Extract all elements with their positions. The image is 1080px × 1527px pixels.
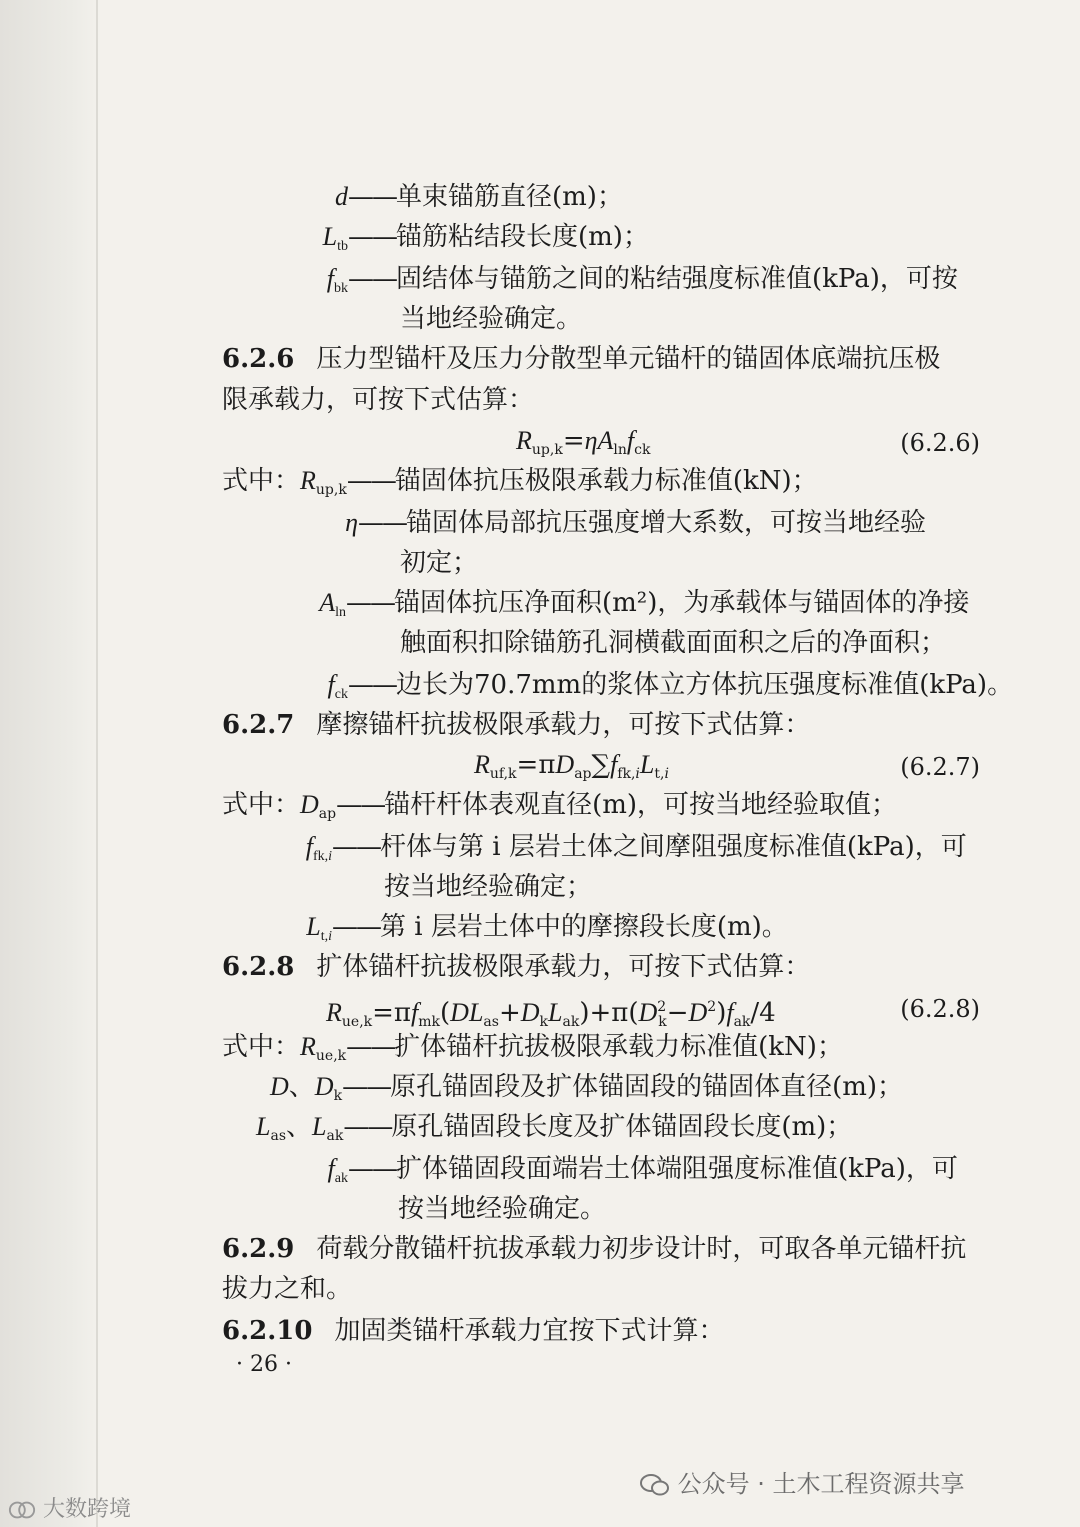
section-text: 摩擦锚杆抗拔极限承载力，可按下式估算： [316, 710, 811, 740]
section-number: 6.2.7 [222, 710, 295, 740]
def-las-lak: $L_{as}$、$L_{ak}——$原孔锚固段长度及扩体锚固段长度(m)； [256, 1112, 853, 1144]
wechat-watermark-text: 公众号 · 土木工程资源共享 [677, 1470, 965, 1498]
shizhong-label: 式中： [222, 790, 301, 820]
section-number: 6.2.8 [222, 952, 295, 982]
def-ffk-cont: 按当地经验确定； [384, 872, 593, 902]
def-ltb-text: 锚筋粘结段长度(m)； [396, 222, 649, 252]
equation-number: (6.2.8) [900, 995, 980, 1023]
section-6-2-8 [222, 950, 810, 984]
section-text: 扩体锚杆抗拔极限承载力，可按下式估算： [316, 952, 811, 982]
section-6-2-6-cont: 限承载力，可按下式估算： [222, 385, 535, 415]
def-aln-cont: 触面积扣除锚筋孔洞横截面面积之后的净面积； [400, 628, 947, 658]
section-6-2-10 [222, 1314, 724, 1348]
equation-number: (6.2.7) [900, 753, 980, 781]
def-aln: $A_{ln}——$锚固体抗压净面积(m²)，为承载体与锚固体的净接 [319, 588, 970, 620]
equation-6-2-6: $R_{up,k}=\eta A_{ln}f_{ck}$ [516, 426, 651, 458]
def-rue-text: 扩体锚杆抗拔极限承载力标准值(kN)； [394, 1032, 843, 1062]
section-number: 6.2.6 [222, 344, 295, 374]
def-rup: 式中：$R_{up,k}——$锚固体抗压极限承载力标准值(kN)； [222, 466, 818, 498]
page-number: · 26 · [236, 1352, 292, 1377]
def-ffk: $f_{fk,i}——$杆体与第 i 层岩土体之间摩阻强度标准值(kPa)，可 [305, 832, 967, 864]
def-d-dk-text: 原孔锚固段及扩体锚固段的锚固体直径(m)； [390, 1072, 904, 1102]
brand-watermark-text: 大数跨境 [43, 1497, 132, 1522]
shizhong-label: 式中： [222, 466, 301, 496]
def-ltb: $L_{tb}——$锚筋粘结段长度(m)； [322, 222, 649, 254]
section-number: 6.2.10 [222, 1316, 313, 1346]
section-6-2-9-cont: 拔力之和。 [222, 1274, 353, 1304]
wechat-icon [640, 1473, 670, 1497]
shizhong-label: 式中： [222, 1032, 301, 1062]
brand-watermark [8, 1492, 131, 1523]
def-lt: $L_{t,i}——$第 i 层岩土体中的摩擦段长度(m)。 [306, 912, 788, 944]
section-text: 压力型锚杆及压力分散型单元锚杆的锚固体底端抗压极 [316, 344, 941, 374]
section-6-2-7 [222, 708, 810, 742]
def-fck: $f_{ck}——$边长为70.7mm的浆体立方体抗压强度标准值(kPa)。 [327, 670, 1014, 702]
def-eta-text: 锚固体局部抗压强度增大系数，可按当地经验 [406, 508, 927, 538]
def-rue: 式中：$R_{ue,k}——$扩体锚杆抗拔极限承载力标准值(kN)； [222, 1032, 843, 1064]
equation-number: (6.2.6) [900, 429, 980, 457]
def-fak-text: 扩体锚固段面端岩土体端阻强度标准值(kPa)，可 [396, 1154, 958, 1184]
section-6-2-6 [222, 342, 940, 376]
section-text: 荷载分散锚杆抗拔承载力初步设计时，可取各单元锚杆抗 [316, 1234, 967, 1264]
def-d-text: 单束锚筋直径(m)； [396, 182, 623, 212]
def-eta-cont: 初定； [400, 548, 479, 578]
def-d-dk: D、$D_k——$原孔锚固段及扩体锚固段的锚固体直径(m)； [270, 1072, 904, 1104]
def-fak-cont: 按当地经验确定。 [398, 1194, 607, 1224]
def-dap: 式中：$D_{ap}——$锚杆杆体表观直径(m)，可按当地经验取值； [222, 790, 898, 822]
def-d: d——单束锚筋直径(m)； [335, 182, 623, 212]
def-dap-text: 锚杆杆体表观直径(m)，可按当地经验取值； [384, 790, 898, 820]
def-lt-text: 第 i 层岩土体中的摩擦段长度(m)。 [380, 912, 788, 942]
def-aln-text: 锚固体抗压净面积(m²)，为承载体与锚固体的净接 [394, 588, 970, 618]
def-rup-text: 锚固体抗压极限承载力标准值(kN)； [394, 466, 818, 496]
spine-edge [96, 0, 98, 1527]
def-fbk-text: 固结体与锚筋之间的粘结强度标准值(kPa)，可按 [396, 264, 958, 294]
def-fak: $f_{ak}——$扩体锚固段面端岩土体端阻强度标准值(kPa)，可 [327, 1154, 958, 1186]
def-fbk-cont: 当地经验确定。 [400, 304, 583, 334]
def-eta: η——锚固体局部抗压强度增大系数，可按当地经验 [345, 508, 927, 538]
def-las-lak-text: 原孔锚固段长度及扩体锚固段长度(m)； [391, 1112, 853, 1142]
section-number: 6.2.9 [222, 1234, 295, 1264]
def-fck-text: 边长为70.7mm的浆体立方体抗压强度标准值(kPa)。 [396, 670, 1014, 700]
equation-6-2-8: $R_{ue,k}=\pi f_{mk}(DL_{as}+D_kL_{ak})+\pi(D^2_k-D^2)f_{ak}/4$ [326, 998, 776, 1030]
def-fbk: $f_{bk}——$固结体与锚筋之间的粘结强度标准值(kPa)，可按 [326, 264, 958, 296]
section-6-2-9 [222, 1232, 966, 1266]
wechat-watermark [640, 1464, 965, 1499]
def-ffk-text: 杆体与第 i 层岩土体之间摩阻强度标准值(kPa)，可 [380, 832, 967, 862]
brand-logo-icon [8, 1498, 36, 1522]
section-text: 加固类锚杆承载力宜按下式计算： [334, 1316, 725, 1346]
book-spine-shadow [0, 0, 100, 1527]
equation-6-2-7: $R_{uf,k}=\pi D_{ap}\sum f_{fk,i}L_{t,i}$ [474, 750, 669, 782]
